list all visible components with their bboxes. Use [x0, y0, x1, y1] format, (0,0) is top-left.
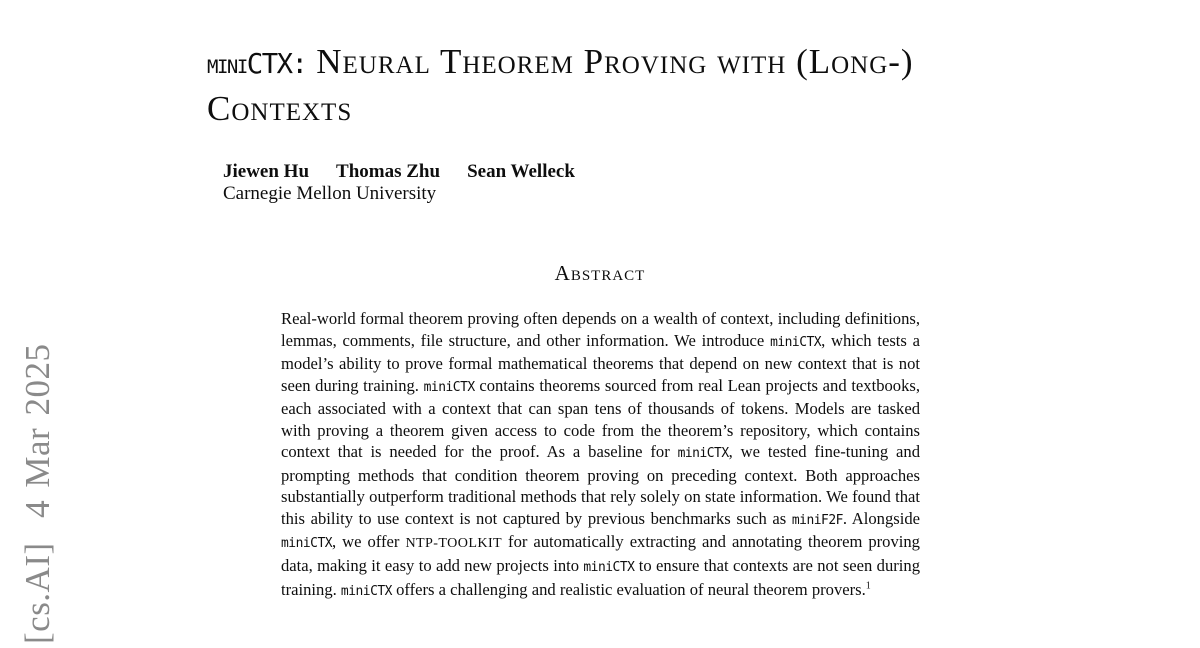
author-names-row	[223, 161, 575, 183]
affiliation: Carnegie Mellon University	[223, 183, 437, 204]
abstract-segment: to ensure that contexts are not seen during training.	[281, 556, 920, 599]
inline-code: miniCTX	[583, 560, 635, 576]
inline-code: miniCTX	[423, 379, 475, 395]
author-name: Sean Welleck	[467, 161, 575, 182]
inline-code: miniCTX	[770, 334, 822, 350]
inline-code: miniCTX	[677, 446, 729, 462]
arxiv-category-label: [cs.AI]	[18, 542, 57, 644]
inline-code: miniCTX	[340, 583, 392, 599]
abstract-text	[281, 308, 920, 602]
abstract-segment: , we tested fine-tuning and prompting methods that condition theorem proving on preceding context. Both approaches substantially outperform traditional methods that rely solely on state information. We found that this ability to use context is not captured by previous benchmarks such as	[281, 442, 920, 528]
arxiv-date-label: 4 Mar 2025	[18, 343, 57, 518]
title-system-name: miniCTX:	[207, 49, 307, 80]
arxiv-watermark	[16, 318, 60, 644]
abstract-segment: , we offer	[332, 532, 406, 552]
author-name: Thomas Zhu	[336, 161, 441, 182]
title-text-line1: Neural Theorem Proving with (Long-)	[306, 42, 914, 81]
abstract-segment: . Alongside	[842, 508, 920, 528]
title-text-line2: Contexts	[207, 89, 353, 128]
inline-code: miniCTX	[281, 536, 333, 552]
inline-code: miniF2F	[791, 512, 843, 528]
abstract-segment: for automatically extracting and annotating theorem proving data, making it easy to add new projects into	[281, 532, 920, 576]
author-block	[223, 161, 575, 205]
abstract-segment: , which tests a model’s ability to prove formal mathematical theorems that depend on new context that is not seen during training.	[281, 330, 921, 395]
abstract-segment: Real-world formal theorem proving often depends on a wealth of context, including definitions, lemmas, comments, file structure, and other information. We introduce	[281, 309, 920, 350]
paper-title	[207, 40, 1067, 131]
smallcaps-system-name: NTP-TOOLKIT	[405, 535, 503, 552]
author-name: Jiewen Hu	[223, 161, 310, 182]
footnote-marker: 1	[865, 580, 871, 592]
abstract-heading: Abstract	[554, 261, 646, 285]
abstract-segment: contains theorems sourced from real Lean projects and textbooks, each associated with a context that can span tens of thousands of tokens. Models are tasked with proving a theorem given access to code from the theorem’s repository, which contains context that is needed for the proof. As a baseline for	[281, 375, 920, 462]
abstract-segment: offers a challenging and realistic evaluation of neural theorem provers.	[391, 579, 866, 599]
